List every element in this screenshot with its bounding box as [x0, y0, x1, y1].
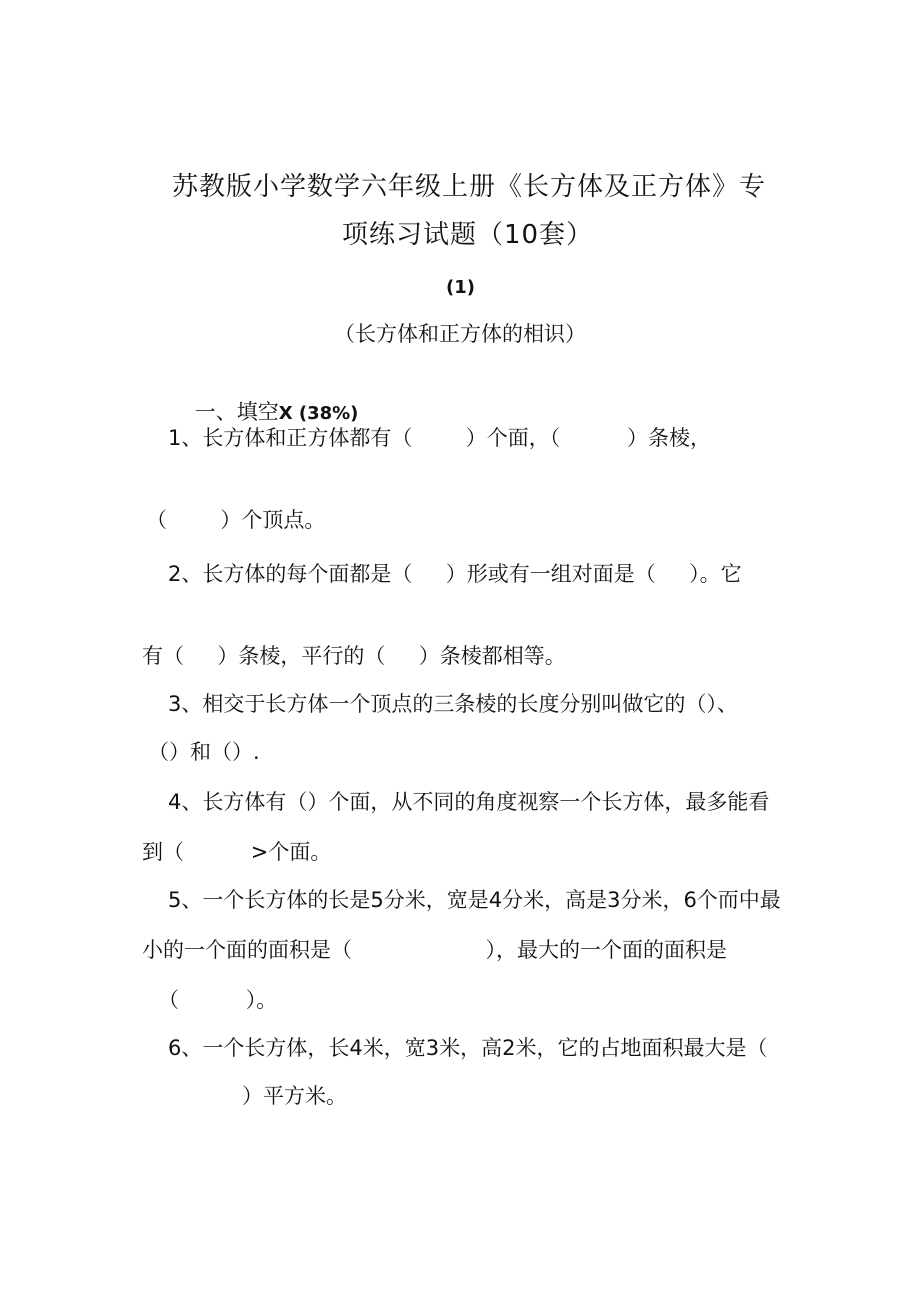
section-label: 一、填空 — [194, 400, 279, 424]
question-6-line-2: ）平方米。 — [242, 1084, 347, 1108]
question-4-line-2: 到（ >个面。 — [142, 840, 332, 864]
question-5-line-3: （ ）。 — [158, 988, 278, 1012]
question-1-line-1: 1、长方体和正方体都有（ ）个面，（ ）条棱， — [168, 426, 712, 450]
question-2-line-1: 2、长方体的每个面都是（ ）形或有一组对面是（ ）。它 — [168, 562, 742, 586]
subtitle: （长方体和正方体的相识） — [334, 322, 586, 346]
question-1-line-2: （ ）个顶点。 — [146, 508, 326, 532]
question-3-line-1: 3、相交于长方体一个顶点的三条棱的长度分别叫做它的（）、 — [168, 692, 738, 716]
question-4-line-1: 4、长方体有（）个面，从不同的角度视察一个长方体，最多能看 — [168, 790, 770, 814]
document-title-line-1: 苏教版小学数学六年级上册《长方体及正方体》专 — [172, 172, 767, 202]
document-title-line-2: 项练习试题（10套） — [342, 220, 594, 250]
set-number: (1) — [446, 277, 475, 298]
question-5-line-1: 5、一个长方体的长是5分米，宽是4分米，高是3分米，6个而中最 — [168, 888, 781, 912]
question-6-line-1: 6、一个长方体，长4米，宽3米，高2米，它的占地面积最大是（ — [168, 1036, 768, 1060]
question-5-line-2: 小的一个面的面积是（ ），最大的一个面的面积是 — [142, 938, 728, 962]
question-3-line-2: （）和（）. — [148, 740, 260, 764]
section-score: X (38%) — [278, 403, 359, 424]
question-2-line-2: 有（ ）条棱，平行的（ ）条棱都相等。 — [142, 644, 566, 668]
